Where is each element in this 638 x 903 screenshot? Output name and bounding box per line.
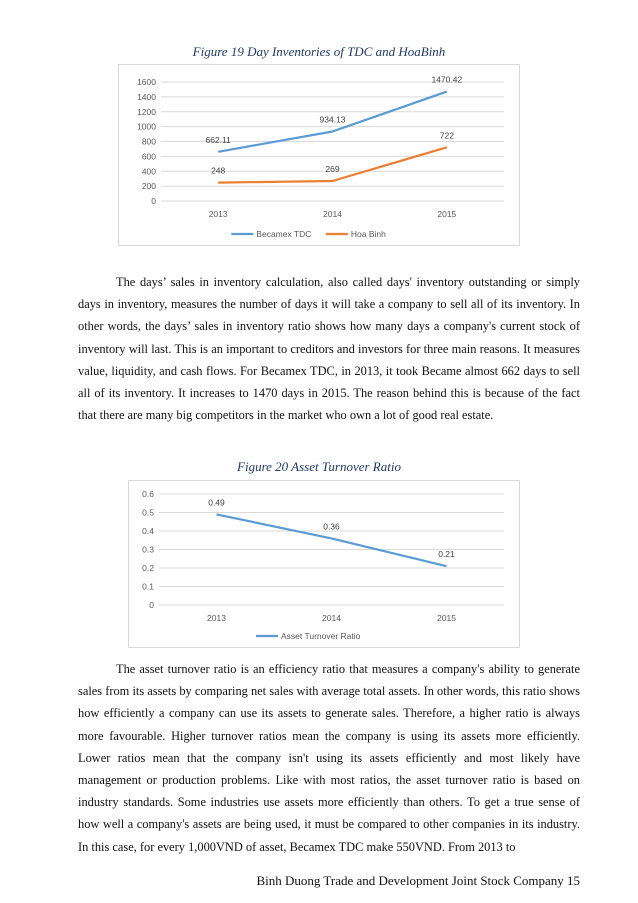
- x-tick-label: 2015: [437, 209, 457, 219]
- data-label: 248: [211, 165, 226, 176]
- y-tick-label: 0: [149, 600, 154, 610]
- y-tick-label: 0.1: [142, 581, 154, 592]
- x-tick-label: 2014: [323, 209, 342, 219]
- figure-20-caption: Figure 20 Asset Turnover Ratio: [237, 459, 401, 474]
- figure-19-caption: Figure 19 Day Inventories of TDC and HoaBinh: [192, 44, 446, 59]
- y-tick-label: 0.3: [142, 544, 154, 555]
- y-tick-label: 1000: [137, 121, 156, 132]
- y-tick-label: 0.6: [142, 489, 154, 499]
- data-label: 1470.42: [431, 74, 463, 85]
- data-label: 0.36: [323, 521, 340, 532]
- y-tick-label: 1600: [137, 77, 156, 87]
- figure-20-chart: [128, 480, 520, 648]
- y-tick-label: 800: [141, 136, 156, 147]
- legend-label: Asset Turnover Ratio: [281, 631, 361, 641]
- data-label: 0.21: [438, 549, 455, 560]
- y-tick-label: 0.2: [142, 563, 154, 573]
- y-tick-label: 0.4: [142, 526, 154, 536]
- x-tick-label: 2015: [437, 613, 456, 623]
- figure-19-chart: [118, 64, 520, 246]
- y-tick-label: 400: [141, 166, 156, 177]
- y-tick-label: 1400: [137, 91, 156, 102]
- y-tick-label: 200: [141, 181, 156, 192]
- figure-20-plot: [129, 481, 519, 647]
- data-label: 0.49: [208, 497, 225, 508]
- legend-label: Hoa Binh: [350, 229, 386, 239]
- y-tick-label: 600: [141, 151, 156, 162]
- x-tick-label: 2013: [207, 613, 226, 623]
- y-tick-label: 0.5: [142, 507, 154, 518]
- x-tick-label: 2014: [322, 613, 341, 623]
- paragraph-asset-turnover: [78, 658, 580, 858]
- data-label: 269: [325, 163, 340, 174]
- figure-19-plot: [119, 65, 519, 245]
- data-label: 662.11: [205, 134, 231, 145]
- page-footer: Binh Duong Trade and Development Joint Stock Company 15: [256, 873, 580, 888]
- y-tick-label: 0: [151, 196, 156, 206]
- paragraph-days-inventory: [78, 271, 580, 426]
- x-tick-label: 2013: [208, 209, 228, 219]
- y-tick-label: 1200: [137, 106, 156, 117]
- paragraph-days-inventory-text: The days’ sales in inventory calculation, also called days' inventory outstanding or simply days in inventory, measures the number of days it will take a company to sell all of its inventory. In other words, the days’ sales in inventory ratio shows how many days a company's current stock of inventory will last. This is an important to creditors and investors for three main reasons. It measures value, liquidity, and cash flows. For Becamex TDC, in 2013, it took Became almost 662 days to sell all of its inventory. It increases to 1470 days in 2015. The reason behind this is because of the fact that there are many big competitors in the market who own a lot of good real estate.: [78, 275, 580, 423]
- paragraph-asset-turnover-text: The asset turnover ratio is an efficiency ratio that measures a company's ability to generate sales from its assets by comparing net sales with average total assets. In other words, this ratio shows how efficiently a company can use its assets to generate sales. Therefore, a higher ratio is always more favourable. Higher turnover ratios mean the company is using its assets more efficiently. Lower ratios mean that the company isn't using its assets efficiently and most likely have management or production problems. Like with most ratios, the asset turnover ratio is based on industry standards. Some industries use assets more efficiently than others. To get a true sense of how well a company's assets are being used, it must be compared to other companies in its industry. In this case, for every 1,000VND of asset, Becamex TDC make 550VND. From 2013 to: [78, 662, 580, 854]
- data-label: 934.13: [319, 114, 346, 125]
- legend-label: Becamex TDC: [256, 229, 312, 239]
- data-label: 722: [439, 130, 454, 141]
